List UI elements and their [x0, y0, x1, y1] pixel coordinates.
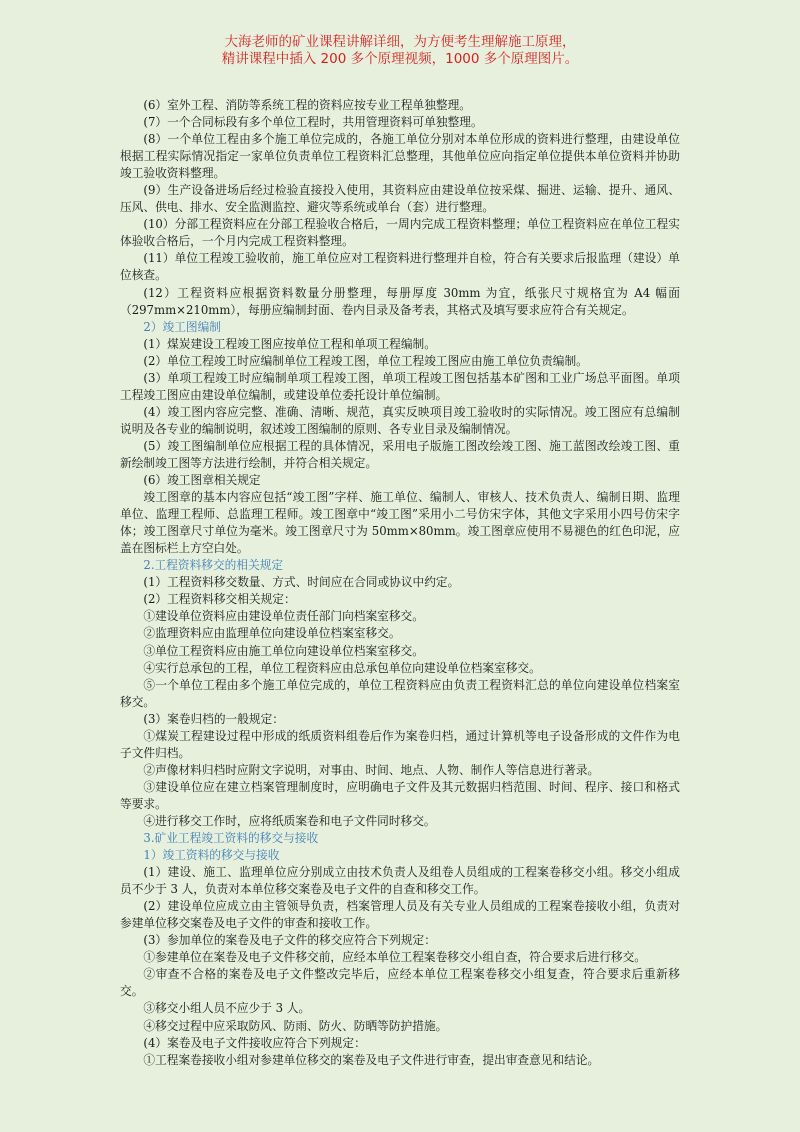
- section-heading: 1）竣工资料的移交与接收: [143, 848, 280, 863]
- paragraph: ⑤一个单位工程由多个施工单位完成的，单位工程资料应由负责工程资料汇总的单位向建设单位档案室移交。: [120, 677, 680, 709]
- paragraph: ④实行总承包的工程，单位工程资料应由总承包单位向建设单位档案室移交。: [143, 660, 541, 675]
- paragraph: (4）竣工图内容应完整、准确、清晰、规范，真实反映项目竣工验收时的实际情况。竣工图应有总编制说明及各专业的编制说明，叙述竣工图编制的原则、各专业目录及编制情况。: [120, 404, 680, 436]
- paragraph: (4）案卷及电子文件接收应符合下列规定：: [143, 1035, 366, 1050]
- paragraph: (7）一个合同标段有多个单位工程时，共用管理资料可单独整理。: [143, 115, 483, 130]
- paragraph: (8）一个单位工程由多个施工单位完成的，各施工单位分别对本单位形成的资料进行整理，由建设单位根据工程实际情况指定一家单位负责单位工程资料汇总整理，其他单位应向指定单位提供本单位资料并协助竣工验收资料整理。: [120, 132, 680, 181]
- banner-line-1: 大海老师的矿业课程讲解详细，为方便考生理解施工原理，: [224, 34, 576, 50]
- paragraph: (1）建设、施工、监理单位应分别成立由技术负责人及组卷人员组成的工程案卷移交小组。移交小组成员不少于 3 人，负责对本单位移交案卷及电子文件的自查和移交工作。: [120, 865, 680, 897]
- paragraph: (1）工程资料移交数量、方式、时间应在合同或协议中约定。: [143, 575, 460, 590]
- paragraph: ①工程案卷接收小组对参建单位移交的案卷及电子文件进行审查，提出审查意见和结论。: [143, 1052, 600, 1067]
- paragraph: (6）竣工图章相关规定: [143, 473, 261, 488]
- paragraph: (6）室外工程、消防等系统工程的资料应按专业工程单独整理。: [143, 98, 471, 112]
- paragraph: (2）单位工程竣工时应编制单位工程竣工图，单位工程竣工图应由施工单位负责编制。: [143, 353, 588, 368]
- paragraph: ④移交过程中应采取防风、防雨、防火、防晒等防护措施。: [143, 1018, 448, 1033]
- paragraph: ③单位工程资料应由施工单位向建设单位档案室移交。: [143, 643, 424, 658]
- section-heading: 3.矿业工程竣工资料的移交与接收: [143, 831, 319, 846]
- paragraph: ②监理资料应由监理单位向建设单位档案室移交。: [143, 626, 401, 641]
- banner-line-2: 精讲课程中插入 200 多个原理视频，1000 多个原理图片。: [221, 51, 579, 67]
- paragraph: (12）工程资料应根据资料数量分册整理，每册厚度 30mm 为宜，纸张尺寸规格宜为 A4 幅面（297mm×210mm），每册应编制封面、卷内目录及备考表，其格式及填写要求应符合有关规定。: [120, 285, 680, 317]
- promo-banner: [0, 34, 800, 68]
- paragraph: (5）竣工图编制单位应根据工程的具体情况，采用电子版施工图改绘竣工图、施工蓝图改绘竣工图、重新绘制竣工图等方法进行绘制，并符合相关规定。: [120, 438, 680, 470]
- document-body: [120, 97, 680, 1069]
- section-heading: 2）竣工图编制: [143, 319, 221, 334]
- paragraph: ①建设单位资料应由建设单位责任部门向档案室移交。: [143, 609, 424, 624]
- paragraph: (2）工程资料移交相关规定：: [143, 592, 296, 607]
- paragraph: (9）生产设备进场后经过检验直接投入使用，其资料应由建设单位按采煤、掘进、运输、提升、通风、压风、供电、排水、安全监测监控、避灾等系统或单台（套）进行整理。: [120, 183, 680, 215]
- section-heading: 2.工程资料移交的相关规定: [143, 558, 284, 573]
- paragraph: ③建设单位应在建立档案管理制度时，应明确电子文件及其元数据归档范围、时间、程序、接口和格式等要求。: [120, 779, 680, 811]
- paragraph: ④进行移交工作时，应将纸质案卷和电子文件同时移交。: [143, 813, 436, 828]
- paragraph: (1）煤炭建设工程竣工图应按单位工程和单项工程编制。: [143, 336, 436, 351]
- paragraph: ②声像材料归档时应附文字说明，对事由、时间、地点、人物、制作人等信息进行著录。: [143, 762, 600, 777]
- paragraph: (3）案卷归档的一般规定：: [143, 711, 284, 726]
- paragraph: (2）建设单位应成立由主管领导负责，档案管理人员及有关专业人员组成的工程案卷接收小组，负责对参建单位移交案卷及电子文件的审查和接收工作。: [120, 899, 680, 931]
- paragraph: (3）参加单位的案卷及电子文件的移交应符合下列规定：: [143, 933, 436, 948]
- paragraph: (3）单项工程竣工时应编制单项工程竣工图，单项工程竣工图包括基本矿图和工业广场总平面图。单项工程竣工图应由建设单位编制，或建设单位委托设计单位编制。: [120, 370, 680, 402]
- paragraph: ②审查不合格的案卷及电子文件整改完毕后，应经本单位工程案卷移交小组复查，符合要求后重新移交。: [120, 967, 680, 999]
- paragraph: 竣工图章的基本内容应包括“竣工图”字样、施工单位、编制人、审核人、技术负责人、编制日期、监理单位、监理工程师、总监理工程师。竣工图章中“竣工图”采用小二号仿宋字体，其他文字采用小四号仿宋字体；竣工图章尺寸单位为毫米。竣工图章尺寸为 50mm×80mm。竣工图章应使用不易褪色的红色印泥，应盖在图标栏上方空白处。: [120, 490, 680, 556]
- paragraph: ③移交小组人员不应少于 3 人。: [143, 1001, 311, 1016]
- paragraph: (10）分部工程资料应在分部工程验收合格后，一周内完成工程资料整理；单位工程资料应在单位工程实体验收合格后，一个月内完成工程资料整理。: [120, 217, 680, 249]
- paragraph: ①参建单位在案卷及电子文件移交前，应经本单位工程案卷移交小组自查，符合要求后进行移交。: [143, 950, 646, 965]
- paragraph: (11）单位工程竣工验收前，施工单位应对工程资料进行整理并自检，符合有关要求后报监理（建设）单位核查。: [120, 251, 680, 283]
- paragraph: ①煤炭工程建设过程中形成的纸质资料组卷后作为案卷归档，通过计算机等电子设备形成的文件作为电子文件归档。: [120, 728, 680, 760]
